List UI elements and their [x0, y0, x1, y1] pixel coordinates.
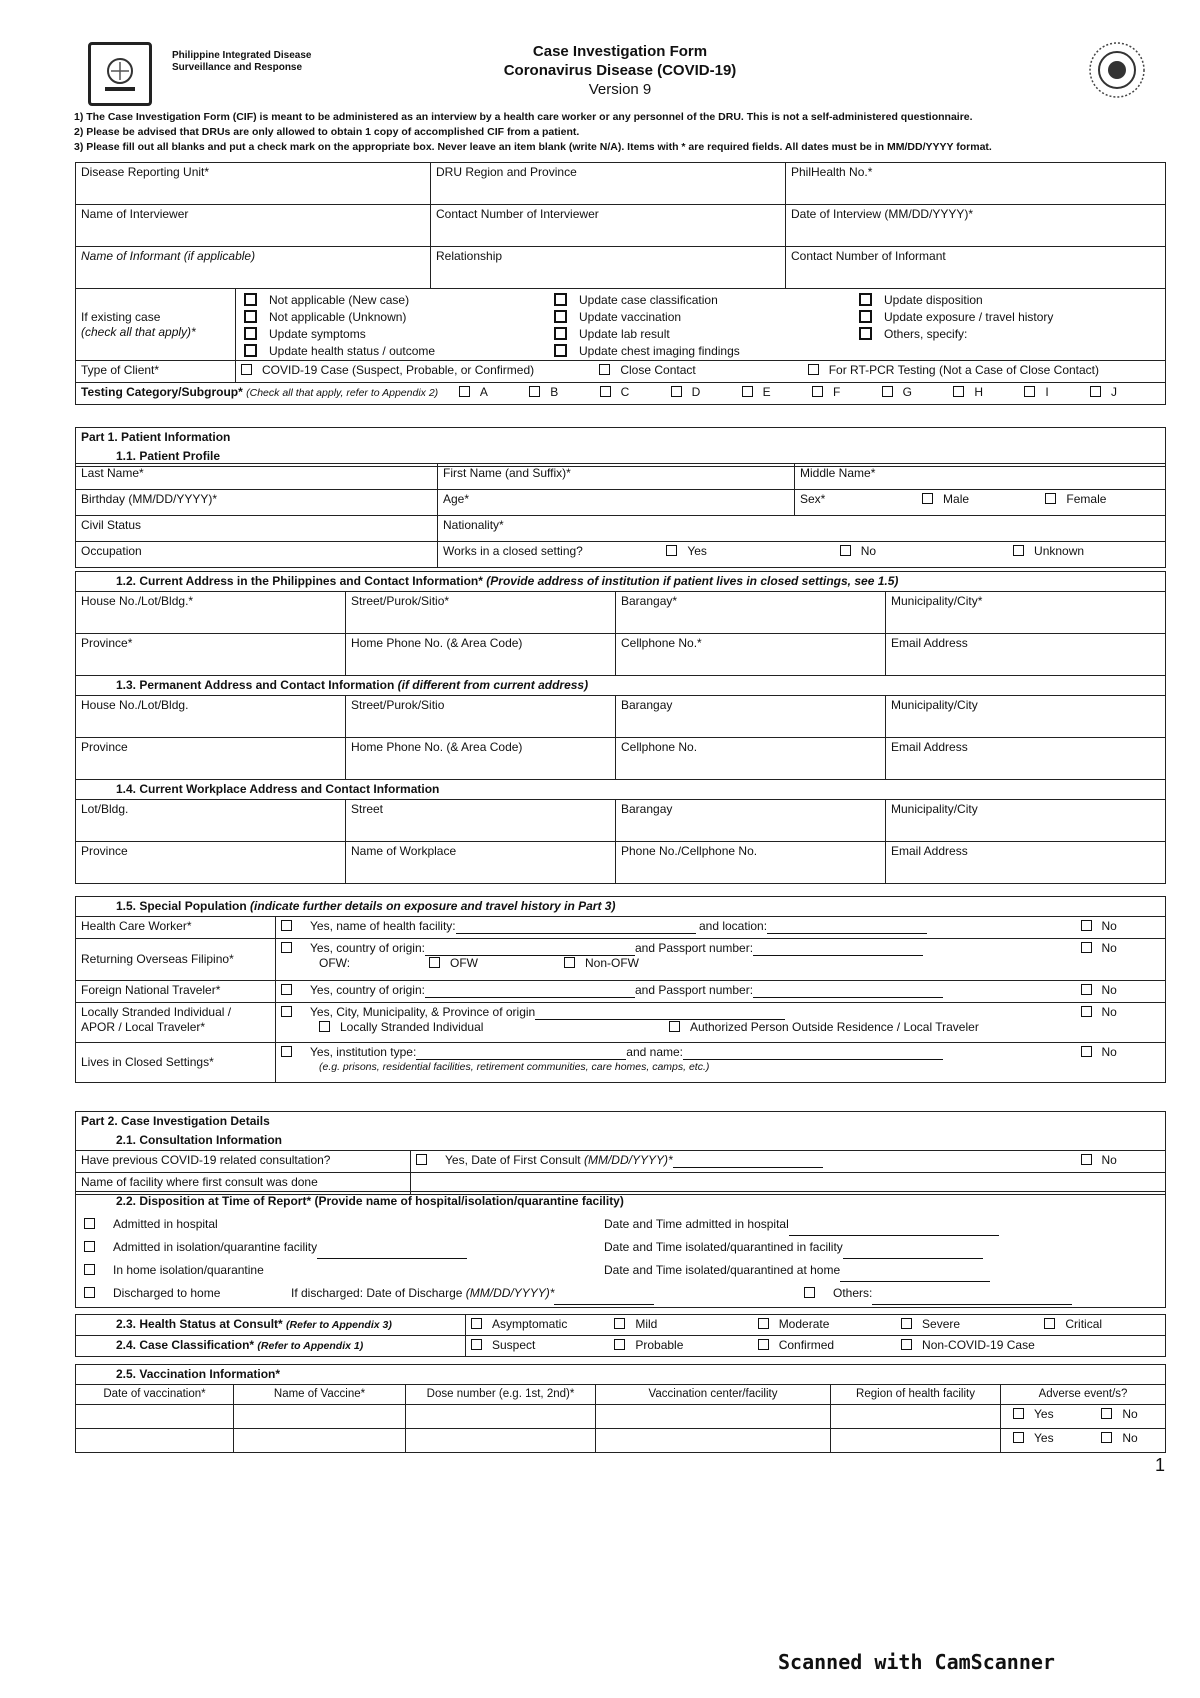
instruction-1: 1) The Case Investigation Form (CIF) is meant to be administered as an interview by a health care worker or any personnel of the DRU. This is not a self-administered questionnaire.: [74, 111, 973, 123]
vax-2-adverse-yes[interactable]: Yes: [1013, 1431, 1098, 1446]
vax-row-1: [76, 1405, 1166, 1429]
title-line-3: Version 9: [588, 81, 652, 98]
fnt-yes-option[interactable]: Yes, country of origin: and Passport number:: [276, 981, 1076, 1003]
cc-confirmed[interactable]: Confirmed: [758, 1338, 898, 1353]
s12-hint: (Provide address of institution if patient lives in closed settings, see 1.5): [486, 574, 899, 588]
work-name-field[interactable]: Name of Workplace: [346, 842, 616, 884]
title-line-2: Coronavirus Disease (COVID-19): [503, 62, 737, 79]
disp-date-home[interactable]: Date and Time isolated/quarantined at home: [604, 1259, 1154, 1282]
fnt-no-option[interactable]: No: [1076, 981, 1166, 1003]
client-type-options: [236, 361, 1166, 383]
lcs-row: [76, 1043, 1166, 1083]
s13-row-2: [76, 738, 1166, 780]
s13-hint: (if different from current address): [397, 678, 589, 692]
cur-house-field[interactable]: House No./Lot/Bldg.*: [76, 592, 346, 634]
disposition-cell: [76, 1211, 1166, 1308]
informant-contact-field[interactable]: Contact Number of Informant: [786, 247, 1166, 289]
instruction-3: 3) Please fill out all blanks and put a check mark on the appropriate box. Never leave an item blank (write N/A). Items with * are required fields. All dates must be in MM/DD/YYYY format.: [74, 141, 992, 153]
opt-update-symptoms[interactable]: Update symptoms: [244, 326, 554, 343]
s23-title: 2.3. Health Status at Consult* (Refer to Appendix 3): [76, 1315, 466, 1336]
perm-barangay-field[interactable]: Barangay: [616, 696, 886, 738]
s11-title: 1.1. Patient Profile: [76, 447, 1166, 467]
disp-others[interactable]: Others:: [604, 1282, 1154, 1305]
s25-title: 2.5. Vaccination Information*: [76, 1365, 1166, 1385]
part1-title: Part 1. Patient Information: [76, 428, 1166, 448]
address-table: [75, 571, 1166, 884]
disp-isolation-facility[interactable]: Admitted in isolation/quarantine facility: [84, 1236, 604, 1259]
opt-update-classification[interactable]: Update case classification: [554, 292, 859, 309]
s23-hint: (Refer to Appendix 3): [286, 1319, 392, 1331]
top-row-1: [76, 163, 1166, 205]
disp-right: [604, 1213, 1154, 1305]
closed-setting-field: [438, 542, 1166, 568]
interview-date-field[interactable]: Date of Interview (MM/DD/YYYY)*: [786, 205, 1166, 247]
page-number: 1: [1155, 1455, 1166, 1475]
lcs-yes-option[interactable]: Yes, institution type: and name: (e.g. prisons, residential facilities, retirement communities, care homes, camps, etc.): [276, 1043, 1076, 1083]
prev-consult-label: Have previous COVID-19 related consultation?: [76, 1151, 411, 1173]
opt-not-applicable-unknown[interactable]: Not applicable (Unknown): [244, 309, 554, 326]
age-field[interactable]: Age*: [438, 490, 795, 516]
sex-male-option[interactable]: Male: [922, 492, 1042, 507]
s12-row-1: [76, 592, 1166, 634]
s24-title: 2.4. Case Classification* (Refer to Appendix 1): [76, 1336, 466, 1357]
client-type-label: Type of Client*: [76, 361, 236, 383]
perm-cellphone-field[interactable]: Cellphone No.: [616, 738, 886, 780]
vax-1-adverse: [1001, 1405, 1166, 1429]
s14-row-1: [76, 800, 1166, 842]
work-lot-field[interactable]: Lot/Bldg.: [76, 800, 346, 842]
hcw-label: Health Care Worker*: [76, 917, 276, 939]
s13-title: 1.3. Permanent Address and Contact Information (if different from current address): [76, 676, 1166, 696]
closed-setting-unknown[interactable]: Unknown: [1013, 544, 1084, 558]
status-table: [75, 1314, 1166, 1357]
s15-hint: (indicate further details on exposure and travel history in Part 3): [250, 899, 616, 913]
relationship-field[interactable]: Relationship: [431, 247, 786, 289]
informant-name-field[interactable]: Name of Informant (if applicable): [76, 247, 431, 289]
perm-house-field[interactable]: House No./Lot/Bldg.: [76, 696, 346, 738]
vax-2-dose[interactable]: [406, 1429, 596, 1453]
existing-col-2: [554, 292, 859, 360]
dru-region-field[interactable]: DRU Region and Province: [431, 163, 786, 205]
facility-first-label: Name of facility where first consult was done: [76, 1173, 411, 1195]
rof-no-option[interactable]: No: [1076, 939, 1166, 981]
top-info-table: [75, 162, 1166, 405]
disp-left: [84, 1213, 604, 1305]
work-street-field[interactable]: Street: [346, 800, 616, 842]
vax-1-adverse-yes[interactable]: Yes: [1013, 1407, 1098, 1422]
hcw-row: [76, 917, 1166, 939]
cur-barangay-field[interactable]: Barangay*: [616, 592, 886, 634]
vax-1-vaccine[interactable]: [234, 1405, 406, 1429]
lsi-row: [76, 1003, 1166, 1043]
s21-title: 2.1. Consultation Information: [76, 1131, 1166, 1151]
middle-name-field[interactable]: Middle Name*: [795, 464, 1166, 490]
cc-suspect[interactable]: Suspect: [471, 1338, 611, 1353]
s14-row-2: [76, 842, 1166, 884]
classification-row: [76, 1336, 1166, 1357]
hs-mild[interactable]: Mild: [614, 1317, 754, 1332]
pidsr-logo: [88, 42, 152, 106]
perm-homephone-field[interactable]: Home Phone No. (& Area Code): [346, 738, 616, 780]
lsi-no-option[interactable]: No: [1076, 1003, 1166, 1043]
s12-title: 1.2. Current Address in the Philippines and Contact Information* (Provide address of institution if patient lives in closed settings, see 1.5): [76, 572, 1166, 592]
cc-non-covid[interactable]: Non-COVID-19 Case: [901, 1338, 1035, 1352]
prev-consult-yes[interactable]: Yes, Date of First Consult (MM/DD/YYYY)*: [411, 1151, 1076, 1173]
opt-update-disposition[interactable]: Update disposition: [859, 292, 1159, 309]
s14-title: 1.4. Current Workplace Address and Contact Information: [76, 780, 1166, 800]
disposition-row: [76, 1211, 1166, 1308]
perm-province-field[interactable]: Province: [76, 738, 346, 780]
last-name-field[interactable]: Last Name*: [76, 464, 438, 490]
vax-header-row: [76, 1385, 1166, 1405]
hs-moderate[interactable]: Moderate: [758, 1317, 898, 1332]
existing-case-label: [76, 289, 236, 361]
opt-update-health-status[interactable]: Update health status / outcome: [244, 343, 554, 360]
testing-opt-h[interactable]: H: [953, 385, 983, 400]
disposition-table: [75, 1191, 1166, 1308]
opt-close-contact[interactable]: Close Contact: [599, 363, 804, 378]
occupation-field[interactable]: Occupation: [76, 542, 438, 568]
lcs-no-option[interactable]: No: [1076, 1043, 1166, 1083]
vaccination-table: [75, 1364, 1166, 1453]
opt-not-applicable-new[interactable]: Not applicable (New case): [244, 292, 554, 309]
work-email-field[interactable]: Email Address: [886, 842, 1166, 884]
testing-opt-g[interactable]: G: [882, 385, 912, 400]
perm-email-field[interactable]: Email Address: [886, 738, 1166, 780]
instruction-2: 2) Please be advised that DRUs are only allowed to obtain 1 copy of accomplished CIF from a patient.: [74, 126, 580, 138]
vax-2-adverse: [1001, 1429, 1166, 1453]
opt-update-chest-imaging[interactable]: Update chest imaging findings: [554, 343, 859, 360]
vax-header-region: Region of health facility: [831, 1385, 1001, 1405]
hs-severe[interactable]: Severe: [901, 1317, 1041, 1332]
profile-table: [75, 463, 1166, 568]
opt-rtpcr-testing[interactable]: For RT-PCR Testing (Not a Case of Close Contact): [808, 363, 1099, 377]
vax-2-center[interactable]: [596, 1429, 831, 1453]
vax-header-date: Date of vaccination*: [76, 1385, 234, 1405]
testing-opt-j[interactable]: J: [1090, 385, 1117, 400]
closed-setting-no[interactable]: No: [840, 544, 1010, 559]
disp-date-facility[interactable]: Date and Time isolated/quarantined in facility: [604, 1236, 1154, 1259]
nationality-field[interactable]: Nationality*: [438, 516, 1166, 542]
existing-case-label-2: (check all that apply)*: [81, 324, 196, 339]
lsi-yes-option[interactable]: Yes, City, Municipality, & Province of origin Locally Stranded Individual Authorized Person Outside Residence / Local Traveler: [276, 1003, 1076, 1043]
vax-2-region[interactable]: [831, 1429, 1001, 1453]
testing-opt-e[interactable]: E: [742, 385, 771, 400]
vax-1-region[interactable]: [831, 1405, 1001, 1429]
cc-probable[interactable]: Probable: [614, 1338, 754, 1353]
interviewer-name-field[interactable]: Name of Interviewer: [76, 205, 431, 247]
profile-row-civil: [76, 516, 1166, 542]
profile-row-birthday: [76, 490, 1166, 516]
vax-2-vaccine[interactable]: [234, 1429, 406, 1453]
lsi-label: Locally Stranded Individual / APOR / Local Traveler*: [76, 1003, 276, 1043]
fnt-label: Foreign National Traveler*: [76, 981, 276, 1003]
s15-title: 1.5. Special Population (indicate further details on exposure and travel history in Part 3): [76, 897, 1166, 917]
sex-female-option[interactable]: Female: [1045, 492, 1106, 506]
opt-others-specify[interactable]: Others, specify:: [859, 326, 1159, 343]
sex-label: Sex*: [800, 492, 826, 506]
camscanner-footer: Scanned with CamScanner: [778, 1650, 1055, 1674]
testing-category-row: [76, 383, 1166, 405]
cur-email-field[interactable]: Email Address: [886, 634, 1166, 676]
health-status-row: [76, 1315, 1166, 1336]
interviewer-contact-field[interactable]: Contact Number of Interviewer: [431, 205, 786, 247]
part2-title: Part 2. Case Investigation Details: [76, 1112, 1166, 1132]
cur-city-field[interactable]: Municipality/City*: [886, 592, 1166, 634]
testing-opt-c[interactable]: C: [600, 385, 630, 400]
vax-2-date[interactable]: [76, 1429, 234, 1453]
testing-opt-a[interactable]: A: [459, 385, 488, 400]
work-province-field[interactable]: Province: [76, 842, 346, 884]
vax-2-adverse-no[interactable]: No: [1101, 1431, 1137, 1445]
vax-header-adverse: Adverse event/s?: [1001, 1385, 1166, 1405]
hs-critical[interactable]: Critical: [1044, 1317, 1102, 1331]
work-barangay-field[interactable]: Barangay: [616, 800, 886, 842]
closed-setting-yes[interactable]: Yes: [666, 544, 836, 559]
s22-title: 2.2. Disposition at Time of Report* (Provide name of hospital/isolation/quarantine facility): [76, 1192, 1166, 1212]
hs-asymptomatic[interactable]: Asymptomatic: [471, 1317, 611, 1332]
s13-row-1: [76, 696, 1166, 738]
existing-case-row: [76, 289, 1166, 361]
top-row-3: [76, 247, 1166, 289]
perm-city-field[interactable]: Municipality/City: [886, 696, 1166, 738]
opt-covid-case[interactable]: COVID-19 Case (Suspect, Probable, or Confirmed): [241, 363, 596, 378]
disp-home-isolation[interactable]: In home isolation/quarantine: [84, 1259, 604, 1282]
form-title: [380, 42, 860, 99]
vax-1-date[interactable]: [76, 1405, 234, 1429]
testing-opt-b[interactable]: B: [529, 385, 558, 400]
testing-category-hint: (Check all that apply, refer to Appendix 2): [246, 387, 439, 399]
profile-row-names: [76, 464, 1166, 490]
rof-yes-option[interactable]: Yes, country of origin: and Passport number: OFW: OFW Non-OFW: [276, 939, 1076, 981]
rof-label: Returning Overseas Filipino*: [76, 939, 276, 981]
prev-consult-row: [76, 1151, 1166, 1173]
testing-opt-i[interactable]: I: [1024, 385, 1048, 400]
client-type-row: [76, 361, 1166, 383]
existing-col-3: [859, 292, 1159, 360]
vax-1-dose[interactable]: [406, 1405, 596, 1429]
rof-row: [76, 939, 1166, 981]
disp-admitted-hospital[interactable]: Admitted in hospital: [84, 1213, 604, 1236]
vax-row-2: [76, 1429, 1166, 1453]
doh-seal-icon: [1087, 40, 1147, 100]
vax-1-adverse-no[interactable]: No: [1101, 1407, 1137, 1421]
work-phone-field[interactable]: Phone No./Cellphone No.: [616, 842, 886, 884]
cur-province-field[interactable]: Province*: [76, 634, 346, 676]
vax-1-center[interactable]: [596, 1405, 831, 1429]
cur-cellphone-field[interactable]: Cellphone No.*: [616, 634, 886, 676]
birthday-field[interactable]: Birthday (MM/DD/YYYY)*: [76, 490, 438, 516]
part2-table: [75, 1111, 1166, 1195]
fnt-row: [76, 981, 1166, 1003]
s12-row-2: [76, 634, 1166, 676]
vax-header-dose: Dose number (e.g. 1st, 2nd)*: [406, 1385, 596, 1405]
cur-street-field[interactable]: Street/Purok/Sitio*: [346, 592, 616, 634]
sex-field: [795, 490, 1166, 516]
top-row-2: [76, 205, 1166, 247]
testing-category-label: Testing Category/Subgroup*: [81, 385, 243, 399]
work-city-field[interactable]: Municipality/City: [886, 800, 1166, 842]
existing-case-options: [236, 289, 1166, 361]
disp-discharged[interactable]: Discharged to home If discharged: Date of Discharge (MM/DD/YYYY)*: [84, 1282, 604, 1305]
disp-date-hospital[interactable]: Date and Time admitted in hospital: [604, 1213, 1154, 1236]
perm-street-field[interactable]: Street/Purok/Sitio: [346, 696, 616, 738]
profile-row-occupation: [76, 542, 1166, 568]
s24-hint: (Refer to Appendix 1): [257, 1340, 364, 1352]
vax-header-center: Vaccination center/facility: [596, 1385, 831, 1405]
prev-consult-no[interactable]: No: [1076, 1151, 1166, 1173]
dru-field[interactable]: Disease Reporting Unit*: [76, 163, 431, 205]
instructions: [74, 110, 1164, 155]
testing-opt-f[interactable]: F: [812, 385, 840, 400]
title-line-1: Case Investigation Form: [532, 43, 708, 60]
part1-table: [75, 427, 1166, 467]
first-name-field[interactable]: First Name (and Suffix)*: [438, 464, 795, 490]
testing-category-cell: [76, 383, 1166, 405]
hcw-yes-option[interactable]: Yes, name of health facility: and location:: [276, 917, 1076, 939]
pidsr-logo-icon: [97, 51, 143, 97]
vax-header-vaccine: Name of Vaccine*: [234, 1385, 406, 1405]
opt-update-vaccination[interactable]: Update vaccination: [554, 309, 859, 326]
existing-col-1: [236, 292, 554, 360]
existing-case-label-1: If existing case: [81, 309, 161, 324]
classification-options: [466, 1336, 1166, 1357]
philhealth-field[interactable]: PhilHealth No.*: [786, 163, 1166, 205]
cur-homephone-field[interactable]: Home Phone No. (& Area Code): [346, 634, 616, 676]
opt-update-lab-result[interactable]: Update lab result: [554, 326, 859, 343]
closed-setting-label: Works in a closed setting?: [443, 544, 583, 558]
special-pop-table: [75, 896, 1166, 1083]
lcs-label: Lives in Closed Settings*: [76, 1043, 276, 1083]
health-status-options: [466, 1315, 1166, 1336]
testing-opt-d[interactable]: D: [671, 385, 701, 400]
hcw-no-option[interactable]: No: [1076, 917, 1166, 939]
opt-update-exposure[interactable]: Update exposure / travel history: [859, 309, 1159, 326]
org-name: Philippine Integrated Disease Surveillance and Response: [172, 50, 312, 73]
civil-status-field[interactable]: Civil Status: [76, 516, 438, 542]
